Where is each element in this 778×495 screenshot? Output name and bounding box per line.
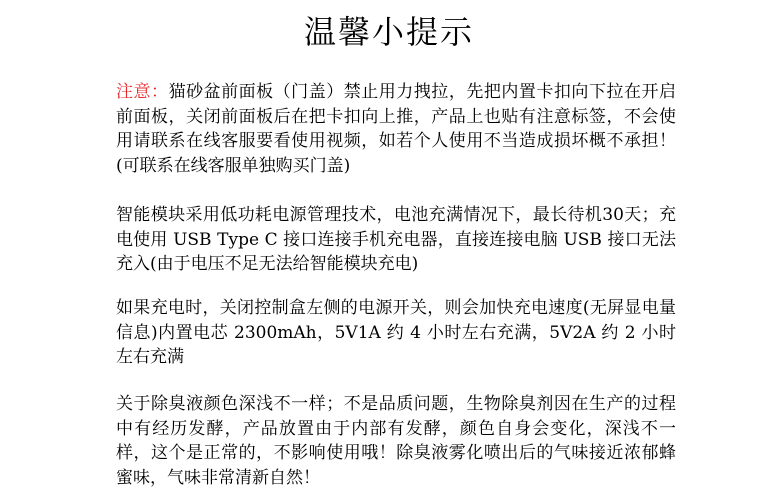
caution-text: 猫砂盆前面板（门盖）禁止用力拽拉，先把内置卡扣向下拉在开启前面板，关闭前面板后在把卡扣向上推，产品上也贴有注意标签，不会使用请联系在线客服要看使用视频，如若个人使用不当造成损坏概不承担！(可联系在线客服单独购买门盖) — [116, 82, 677, 176]
paragraph-deodorant: 关于除臭液颜色深浅不一样；不是品质问题，生物除臭剂因在生产的过程中有经历发酵，产品放置由于内部有发酵，颜色自身会变化，深浅不一样，这个是正常的，不影响使用哦！除臭液雾化喷出后的气味接近浓郁蜂蜜味，气味非常清新自然！ — [116, 394, 676, 488]
page-title: 温馨小提示 — [303, 13, 474, 51]
paragraph-charging-module: 智能模块采用低功耗电源管理技术，电池充满情况下，最长待机30天；充电使用 USB Type C 接口连接手机充电器，直接连接电脑 USB 接口无法充入(由于电压不足无法给智能模块充电) — [116, 205, 676, 274]
paragraph-caution — [116, 80, 676, 178]
paragraph-charging-speed: 如果充电时，关闭控制盒左侧的电源开关，则会加快充电速度(无屏显电量信息)内置电芯 2300mAh，5V1A 约 4 小时左右充满，5V2A 约 2 小时左右充满 — [116, 298, 676, 367]
caution-label: 注意： — [116, 82, 169, 102]
